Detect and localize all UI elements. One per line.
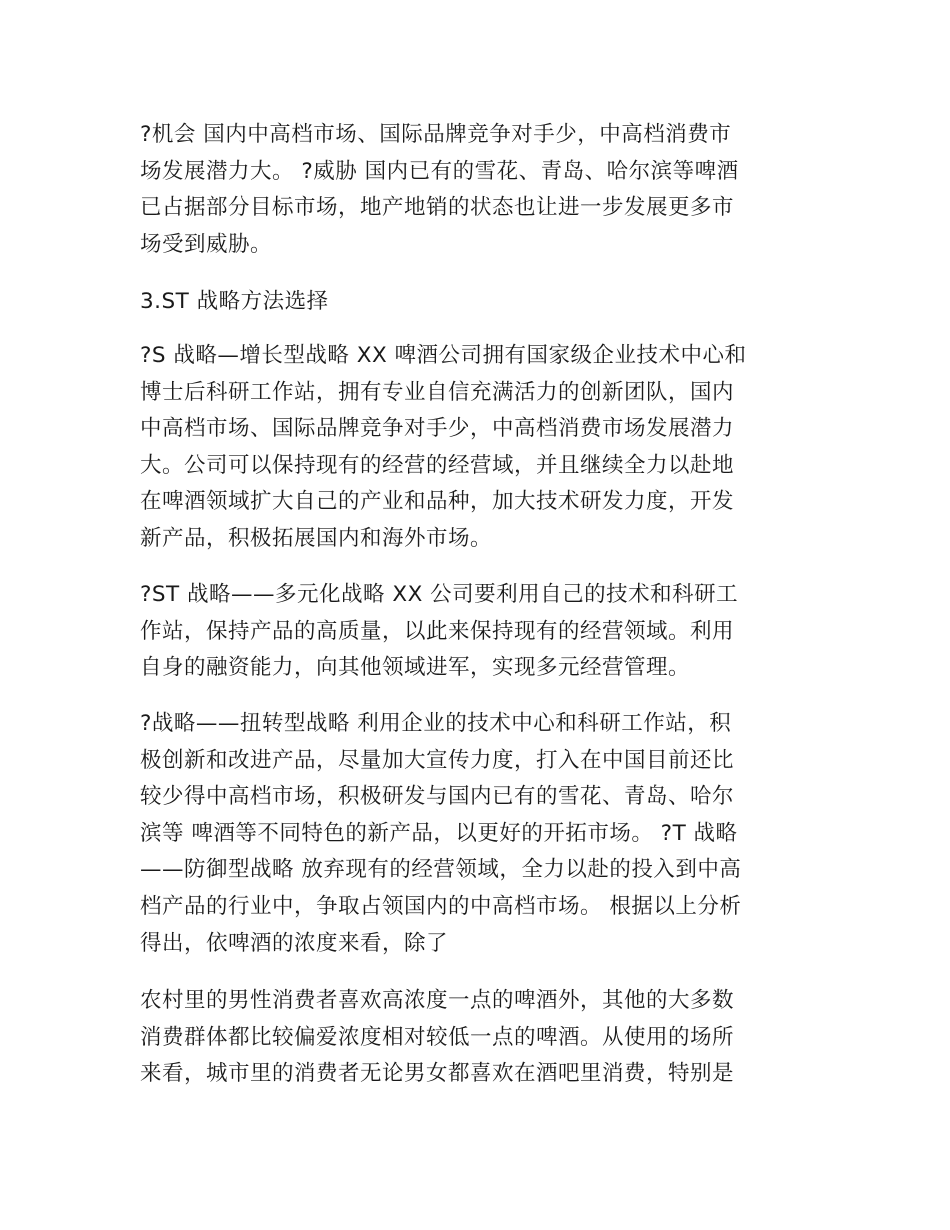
paragraph-s-strategy — [140, 338, 820, 558]
text-line: 中高档市场、国际品牌竞争对手少，中高档消费市场发展潜力 — [140, 416, 735, 442]
text-line: ?ST 战略——多元化战略 XX 公司要利用自己的技术和科研工 — [140, 582, 739, 607]
text-line: 新产品，积极拓展国内和海外市场。 — [140, 525, 493, 551]
text-line: 滨等 啤酒等不同特色的新产品，以更好的开拓市场。 ?T 战略 — [140, 820, 738, 846]
text-line: 极创新和改进产品，尽量加大宣传力度，打入在中国目前还比 — [140, 747, 735, 773]
text-line: 大。公司可以保持现有的经营的经营域，并且继续全力以赴地 — [140, 452, 735, 478]
text-line: 作站，保持产品的高质量，以此来保持现有的经营领域。利用 — [140, 618, 735, 644]
text-line: 场发展潜力大。 ?威胁 国内已有的雪花、青岛、哈尔滨等啤酒 — [140, 158, 739, 184]
paragraph-consumer-preferences — [140, 983, 820, 1093]
text-line: 来看，城市里的消费者无论男女都喜欢在酒吧里消费，特别是 — [140, 1061, 735, 1087]
text-line: ?S 战略—增长型战略 XX 啤酒公司拥有国家级企业技术中心和 — [140, 343, 747, 368]
text-line: 得出，依啤酒的浓度来看，除了 — [140, 930, 449, 956]
text-line: 博士后科研工作站，拥有专业自信充满活力的创新团队，国内 — [140, 379, 735, 405]
paragraph-opportunities-threats — [140, 117, 820, 263]
text-line: ——防御型战略 放弃现有的经营领域，全力以赴的投入到中高 — [140, 857, 742, 883]
text-line: 在啤酒领域扩大自己的产业和品种，加大技术研发力度，开发 — [140, 489, 735, 515]
text-line: 档产品的行业中，争取占领国内的中高档市场。 根据以上分析 — [140, 893, 742, 919]
text-line: 自身的融资能力，向其他领域进军，实现多元经营管理。 — [140, 655, 691, 681]
text-line: 农村里的男性消费者喜欢高浓度一点的啤酒外，其他的大多数 — [140, 988, 735, 1013]
text-line: 已占据部分目标市场，地产地销的状态也让进一步发展更多市 — [140, 195, 735, 221]
text-line: 场受到威胁。 — [140, 231, 273, 257]
text-line: ?机会 国内中高档市场、国际品牌竞争对手少，中高档消费市 — [140, 122, 732, 147]
heading-line: 3.ST 战略方法选择 — [140, 289, 329, 314]
paragraph-turnaround-defensive-strategy — [140, 706, 820, 962]
text-line: ?战略——扭转型战略 利用企业的技术中心和科研工作站，积 — [140, 711, 732, 736]
text-line: 较少得中高档市场，积极研发与国内已有的雪花、青岛、哈尔 — [140, 784, 735, 810]
paragraph-st-strategy — [140, 577, 820, 687]
text-line: 消费群体都比较偏爱浓度相对较低一点的啤酒。从使用的场所 — [140, 1024, 735, 1050]
section-heading — [140, 284, 820, 321]
